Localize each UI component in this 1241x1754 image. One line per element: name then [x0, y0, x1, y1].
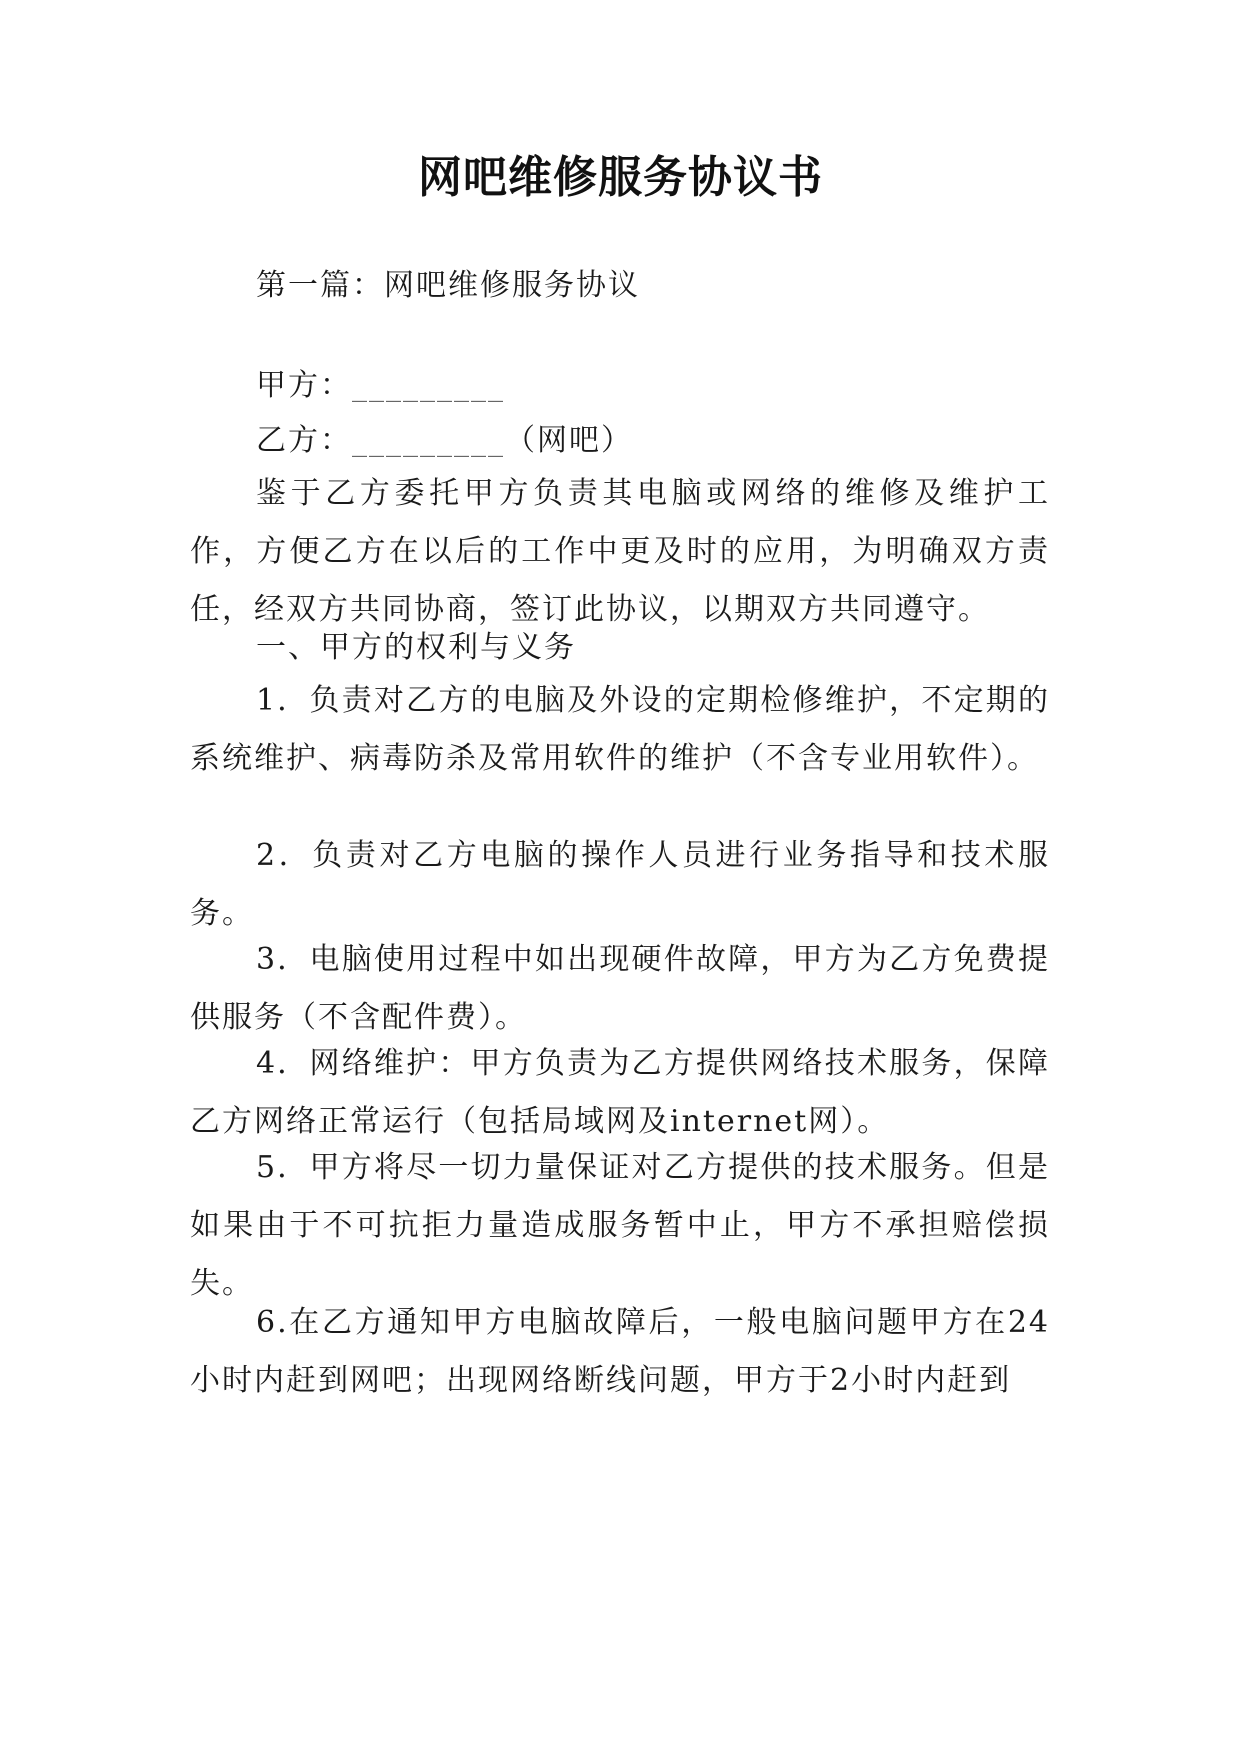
party-b-label: 乙方：	[256, 423, 352, 458]
party-a-label: 甲方：	[256, 368, 352, 403]
preamble-paragraph: 鉴于乙方委托甲方负责其电脑或网络的维修及维护工作，方便乙方在以后的工作中更及时的应用，为明确双方责任，经双方共同协商，签订此协议，以期双方共同遵守。	[190, 476, 1050, 627]
clause-2: 2．负责对乙方电脑的操作人员进行业务指导和技术服务。	[190, 838, 1050, 931]
clause-6: 6.在乙方通知甲方电脑故障后，一般电脑问题甲方在24小时内赶到网吧；出现网络断线问题，甲方于2小时内赶到	[190, 1305, 1050, 1398]
section-heading: 第一篇：网吧维修服务协议	[256, 268, 640, 303]
clause-3: 3．电脑使用过程中如出现硬件故障，甲方为乙方免费提供服务（不含配件费）。	[190, 942, 1050, 1035]
party-b-suffix: （网吧）	[505, 423, 633, 458]
article-1-heading: 一、甲方的权利与义务	[256, 630, 576, 665]
party-a-line	[190, 357, 1050, 415]
document-title: 网吧维修服务协议书	[418, 152, 823, 203]
party-b-blank: _________	[352, 423, 505, 458]
party-a-blank: _________	[352, 368, 505, 403]
clause-1: 1．负责对乙方的电脑及外设的定期检修维护，不定期的系统维护、病毒防杀及常用软件的维护（不含专业用软件）。	[190, 683, 1050, 776]
clause-4: 4．网络维护：甲方负责为乙方提供网络技术服务，保障乙方网络正常运行（包括局域网及internet网）。	[190, 1046, 1050, 1139]
party-b-line	[190, 412, 1050, 470]
clause-5: 5．甲方将尽一切力量保证对乙方提供的技术服务。但是如果由于不可抗拒力量造成服务暂中止，甲方不承担赔偿损失。	[190, 1150, 1050, 1301]
